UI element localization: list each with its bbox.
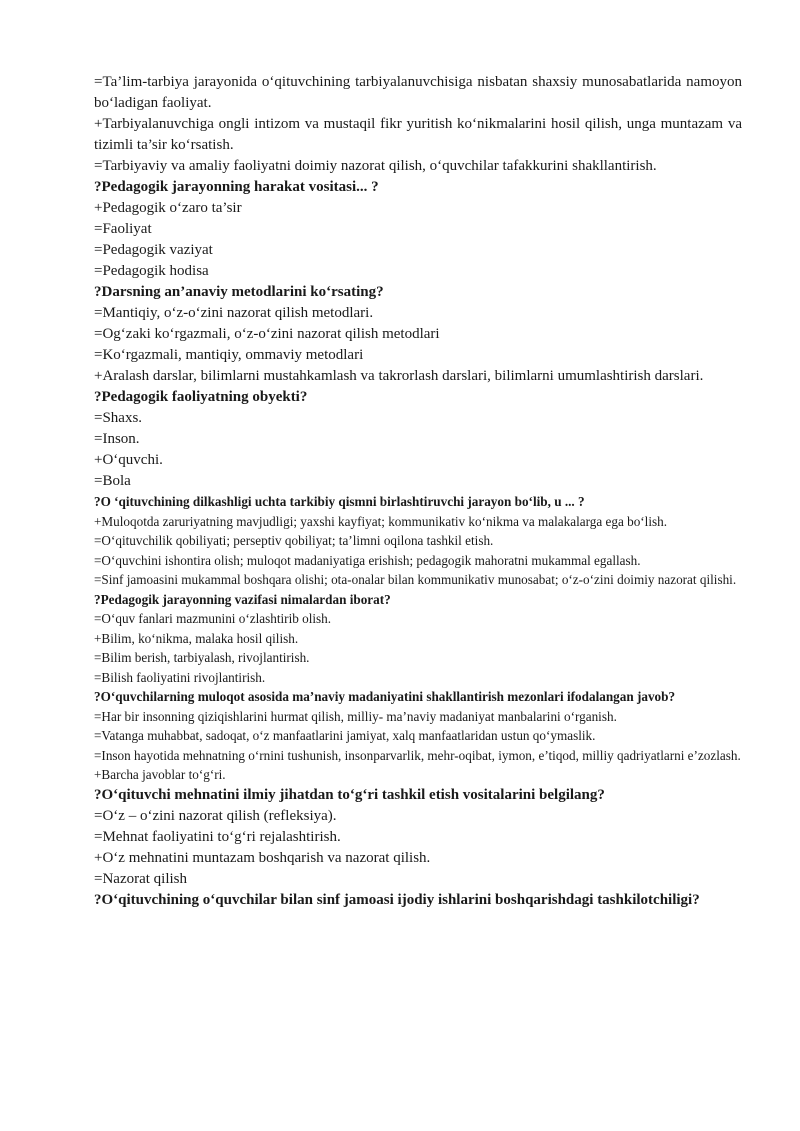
answer-option: =Faoliyat [94, 221, 152, 237]
answer-option: =Pedagogik hodisa [94, 263, 209, 279]
question-heading: ?Pedagogik jarayonning harakat vositasi... ? [94, 179, 379, 195]
question-heading: ?O‘quvchilarning muloqot asosida ma’naviy madaniyatini shakllantirish mezonlari ifodalangan javob? [94, 689, 676, 704]
question-heading: ?O ‘qituvchining dilkashligi uchta tarkibiy qismni birlashtiruvchi jarayon bo‘lib, u ... ? [94, 494, 585, 509]
answer-option: =Vatanga muhabbat, sadoqat, o‘z manfaatlarini jamiyat, xalq manfaatlaridan ustun qo‘ymaslik. [94, 728, 596, 743]
question-heading: ?Pedagogik jarayonning vazifasi nimalardan iborat? [94, 591, 391, 607]
question-heading: ?Pedagogik faoliyatning obyekti? [94, 389, 308, 405]
question-heading: ?Darsning an’anaviy metodlarini ko‘rsating? [94, 284, 384, 300]
question-heading: ?O‘qituvchining o‘quvchilar bilan sinf jamoasi ijodiy ishlarini boshqarishdagi tashkilotchiligi? [94, 891, 700, 908]
answer-option: =Pedagogik vaziyat [94, 242, 213, 258]
answer-option: +Barcha javoblar to‘g‘ri. [94, 767, 226, 782]
question-heading: ?O‘qituvchi mehnatini ilmiy jihatdan to‘g‘ri tashkil etish vositalarini belgilang? [94, 786, 605, 803]
answer-option: =O‘qituvchilik qobiliyati; perseptiv qobiliyat; ta’limni oqilona tashkil etish. [94, 533, 494, 548]
answer-option: =Mantiqiy, o‘z-o‘zini nazorat qilish metodlari. [94, 305, 374, 321]
answer-option: =O‘z – o‘zini nazorat qilish (refleksiya). [94, 807, 337, 824]
answer-option: =O‘quvchini ishontira olish; muloqot madaniyatiga erishish; pedagogik mahoratni mukammal egallash. [94, 552, 641, 568]
answer-option: =Sinf jamoasini mukammal boshqara olishi; ota-onalar bilan kommunikativ munosabat; o‘z-o‘zini doimiy nazorat qilishi. [94, 572, 737, 587]
answer-option: =O‘quv fanlari mazmunini o‘zlashtirib olish. [94, 611, 332, 626]
answer-option: +O‘quvchi. [94, 452, 163, 468]
answer-option: +Tarbiyalanuvchiga ongli intizom va mustaqil fikr yuritish ko‘nikmalarini hosil qilish, unga muntazam va tizimli ta’sir ko‘rsatish. [94, 116, 742, 153]
answer-option: +Aralash darslar, bilimlarni mustahkamlash va takrorlash darslari, bilimlarni umumlashtirish darslari. [94, 368, 704, 384]
answer-option: =Mehnat faoliyatini to‘g‘ri rejalashtirish. [94, 828, 341, 845]
answer-option: =Inson hayotida mehnatning o‘rnini tushunish, insonparvarlik, mehr-oqibat, iymon, e’tiqod, milliy qadriyatlarni e’zozlash. [94, 747, 741, 763]
answer-option: +O‘z mehnatini muntazam boshqarish va nazorat qilish. [94, 849, 431, 866]
answer-option: =Og‘zaki ko‘rgazmali, o‘z-o‘zini nazorat qilish metodlari [94, 326, 440, 342]
answer-option: +Muloqotda zaruriyatning mavjudligi; yaxshi kayfiyat; kommunikativ ko‘nikma va malakalarga ega bo‘lish. [94, 513, 668, 529]
answer-option: =Har bir insonning qiziqishlarini hurmat qilish, milliy- ma’naviy madaniyat manbalarini o‘rganish. [94, 708, 617, 724]
answer-option: =Shaxs. [94, 410, 143, 426]
answer-option: +Bilim, ko‘nikma, malaka hosil qilish. [94, 630, 299, 646]
answer-option: =Bola [94, 473, 131, 489]
document-page [94, 72, 742, 911]
answer-option: =Nazorat qilish [94, 870, 188, 887]
answer-option: =Ko‘rgazmali, mantiqiy, ommaviy metodlari [94, 347, 364, 363]
answer-option: =Bilim berish, tarbiyalash, rivojlantirish. [94, 650, 310, 665]
answer-option: =Bilish faoliyatini rivojlantirish. [94, 669, 266, 685]
answer-option: =Tarbiyaviy va amaliy faoliyatni doimiy nazorat qilish, o‘quvchilar tafakkurini shakllantirish. [94, 158, 657, 174]
answer-option: +Pedagogik o‘zaro ta’sir [94, 200, 242, 216]
answer-option: =Ta’lim-tarbiya jarayonida o‘qituvchining tarbiyalanuvchisiga nisbatan shaxsiy munosabatlarida namoyon bo‘ladigan faoliyat. [94, 74, 742, 111]
answer-option: =Inson. [94, 431, 140, 447]
